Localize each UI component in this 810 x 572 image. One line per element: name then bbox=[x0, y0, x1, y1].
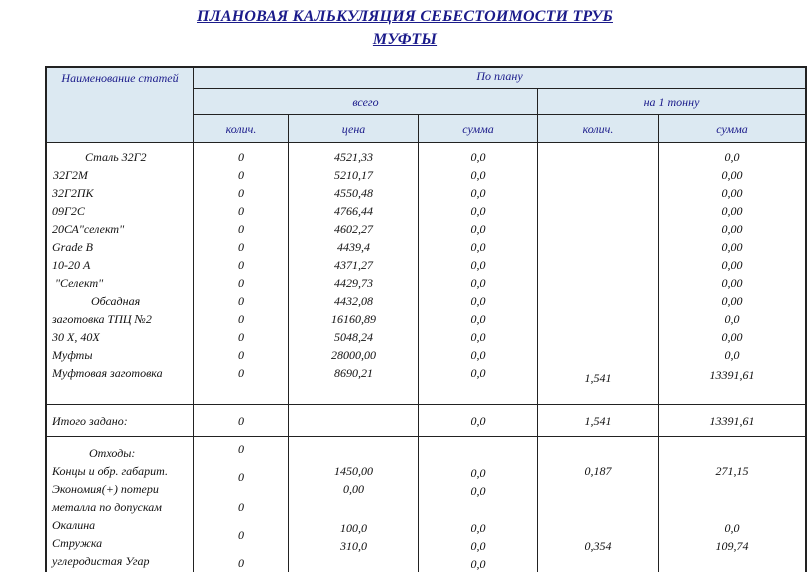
row-price: 4602,27 bbox=[334, 222, 373, 236]
waste-header-qty: 0 bbox=[238, 442, 244, 456]
waste-row-price: 100,0 bbox=[340, 521, 367, 535]
waste-header: Отходы: bbox=[89, 446, 136, 460]
row-price: 5210,17 bbox=[334, 168, 373, 182]
waste-row-price: 0,00 bbox=[343, 482, 364, 496]
row-sum-per-ton: 0,00 bbox=[721, 204, 743, 218]
waste-row-sum: 0,0 bbox=[470, 466, 486, 480]
row-sum-per-ton: 0,00 bbox=[721, 168, 743, 182]
row-price: 16160,89 bbox=[331, 312, 376, 326]
header-sum-total: сумма bbox=[462, 122, 494, 136]
row-name: Муфтовая заготовка bbox=[52, 366, 163, 380]
row-name: Сталь 32Г2 bbox=[85, 150, 147, 164]
row-price: 28000,00 bbox=[331, 348, 376, 362]
header-line-plan bbox=[193, 88, 807, 89]
row-sum-per-ton: 0,00 bbox=[721, 240, 743, 254]
row-price: 4371,27 bbox=[334, 258, 373, 272]
row-sum-per-ton: 0,00 bbox=[721, 330, 743, 344]
row-sum-per-ton: 0,00 bbox=[721, 186, 743, 200]
row-qty: 0 bbox=[238, 240, 244, 254]
row-qty: 0 bbox=[238, 330, 244, 344]
header-qty-total: колич. bbox=[225, 122, 257, 136]
row-qty-per-ton: 1,541 bbox=[584, 371, 612, 385]
waste-row-name: Экономия(+) потери bbox=[52, 482, 159, 496]
row-name: 09Г2С bbox=[52, 204, 85, 218]
col-line-4 bbox=[537, 88, 538, 572]
waste-row-price: 310,0 bbox=[340, 539, 367, 553]
row-sum: 0,0 bbox=[470, 330, 486, 344]
row-sum: 0,0 bbox=[470, 276, 486, 290]
row-sum: 0,0 bbox=[470, 186, 486, 200]
waste-row-qty: 0 bbox=[238, 500, 244, 514]
row-name: "Селект" bbox=[55, 276, 104, 290]
page-title: ПЛАНОВАЯ КАЛЬКУЛЯЦИЯ СЕБЕСТОИМОСТИ ТРУБ bbox=[197, 8, 613, 25]
header-line-sub bbox=[193, 114, 807, 115]
row-sum: 0,0 bbox=[470, 294, 486, 308]
row-sum: 0,0 bbox=[470, 258, 486, 272]
row-sum: 0,0 bbox=[470, 240, 486, 254]
row-name: Обсадная bbox=[91, 294, 141, 308]
row-sum: 0,0 bbox=[470, 366, 486, 380]
row-sum-per-ton: 0,00 bbox=[721, 258, 743, 272]
waste-row-sum-per-ton: 109,74 bbox=[715, 539, 749, 553]
row-name: Grade B bbox=[52, 240, 93, 254]
row-qty: 0 bbox=[238, 222, 244, 236]
row-sum-per-ton: 0,00 bbox=[721, 294, 743, 308]
header-line-bottom bbox=[45, 142, 807, 143]
header-sum-per-ton: сумма bbox=[716, 122, 748, 136]
waste-row-sum-per-ton: 0,0 bbox=[724, 521, 740, 535]
waste-row-name: металла по допускам bbox=[52, 500, 162, 514]
total-row-top bbox=[45, 404, 807, 405]
row-qty: 0 bbox=[238, 312, 244, 326]
row-qty: 0 bbox=[238, 150, 244, 164]
row-sum: 0,0 bbox=[470, 348, 486, 362]
page-subtitle: МУФТЫ bbox=[372, 31, 438, 48]
total-row-sum: 0,0 bbox=[470, 414, 486, 428]
row-price: 8690,21 bbox=[334, 366, 373, 380]
row-qty: 0 bbox=[238, 168, 244, 182]
row-price: 4429,73 bbox=[334, 276, 373, 290]
waste-row-sum: 0,0 bbox=[470, 521, 486, 535]
waste-row-price: 1450,00 bbox=[334, 464, 373, 478]
row-qty: 0 bbox=[238, 204, 244, 218]
header-price: цена bbox=[341, 122, 366, 136]
total-row-bottom bbox=[45, 436, 807, 437]
waste-row-qty-per-ton: 0,354 bbox=[584, 539, 612, 553]
row-sum-per-ton: 0,0 bbox=[724, 150, 740, 164]
waste-row-name: Окалина bbox=[52, 518, 96, 532]
total-row-qty: 0 bbox=[238, 414, 244, 428]
row-sum: 0,0 bbox=[470, 222, 486, 236]
header-qty-per-ton: колич. bbox=[582, 122, 614, 136]
row-sum-per-ton: 0,0 bbox=[724, 348, 740, 362]
row-sum-per-ton: 13391,61 bbox=[709, 368, 755, 382]
waste-row-sum: 0,0 bbox=[470, 557, 486, 571]
header-by-plan: По плану bbox=[476, 69, 523, 83]
calculation-table bbox=[45, 66, 807, 572]
waste-row-qty: 0 bbox=[238, 556, 244, 570]
header-total: всего bbox=[352, 95, 379, 109]
row-sum: 0,0 bbox=[470, 168, 486, 182]
waste-row-qty: 0 bbox=[238, 470, 244, 484]
row-price: 4550,48 bbox=[334, 186, 373, 200]
row-sum-per-ton: 0,00 bbox=[721, 222, 743, 236]
row-sum-per-ton: 0,0 bbox=[724, 312, 740, 326]
header-per-ton: на 1 тонну bbox=[643, 95, 700, 109]
row-sum: 0,0 bbox=[470, 312, 486, 326]
row-sum-per-ton: 0,00 bbox=[721, 276, 743, 290]
waste-row-sum: 0,0 bbox=[470, 539, 486, 553]
row-price: 4766,44 bbox=[334, 204, 373, 218]
waste-row-name: углеродистая Угар bbox=[52, 554, 150, 568]
row-price: 4521,33 bbox=[334, 150, 373, 164]
waste-row-name: Стружка bbox=[52, 536, 103, 550]
header-name-column: Наименование статей bbox=[61, 71, 179, 85]
row-price: 4432,08 bbox=[334, 294, 373, 308]
row-name: заготовка ТПЦ №2 bbox=[52, 312, 152, 326]
row-qty: 0 bbox=[238, 294, 244, 308]
row-sum: 0,0 bbox=[470, 150, 486, 164]
row-qty: 0 bbox=[238, 258, 244, 272]
row-name: 20СА"селект" bbox=[52, 222, 125, 236]
row-name: 32Г2ПК bbox=[52, 186, 94, 200]
row-price: 5048,24 bbox=[334, 330, 373, 344]
waste-row-sum-per-ton: 271,15 bbox=[715, 464, 749, 478]
row-name: 10-20 А bbox=[52, 258, 91, 272]
row-qty: 0 bbox=[238, 276, 244, 290]
waste-row-qty-per-ton: 0,187 bbox=[584, 464, 612, 478]
row-name: 32Г2М bbox=[53, 168, 88, 182]
row-qty: 0 bbox=[238, 348, 244, 362]
table-border-top bbox=[45, 66, 807, 68]
row-price: 4439,4 bbox=[337, 240, 370, 254]
total-row-qty-per-ton: 1,541 bbox=[584, 414, 612, 428]
row-sum: 0,0 bbox=[470, 204, 486, 218]
waste-row-name: Концы и обр. габарит. bbox=[52, 464, 168, 478]
row-name: Муфты bbox=[52, 348, 93, 362]
row-qty: 0 bbox=[238, 366, 244, 380]
total-row-name: Итого задано: bbox=[52, 414, 128, 428]
total-row-sum-per-ton: 13391,61 bbox=[709, 414, 755, 428]
row-name: 30 Х, 40Х bbox=[52, 330, 100, 344]
row-qty: 0 bbox=[238, 186, 244, 200]
waste-row-qty: 0 bbox=[238, 528, 244, 542]
waste-row-sum: 0,0 bbox=[470, 484, 486, 498]
